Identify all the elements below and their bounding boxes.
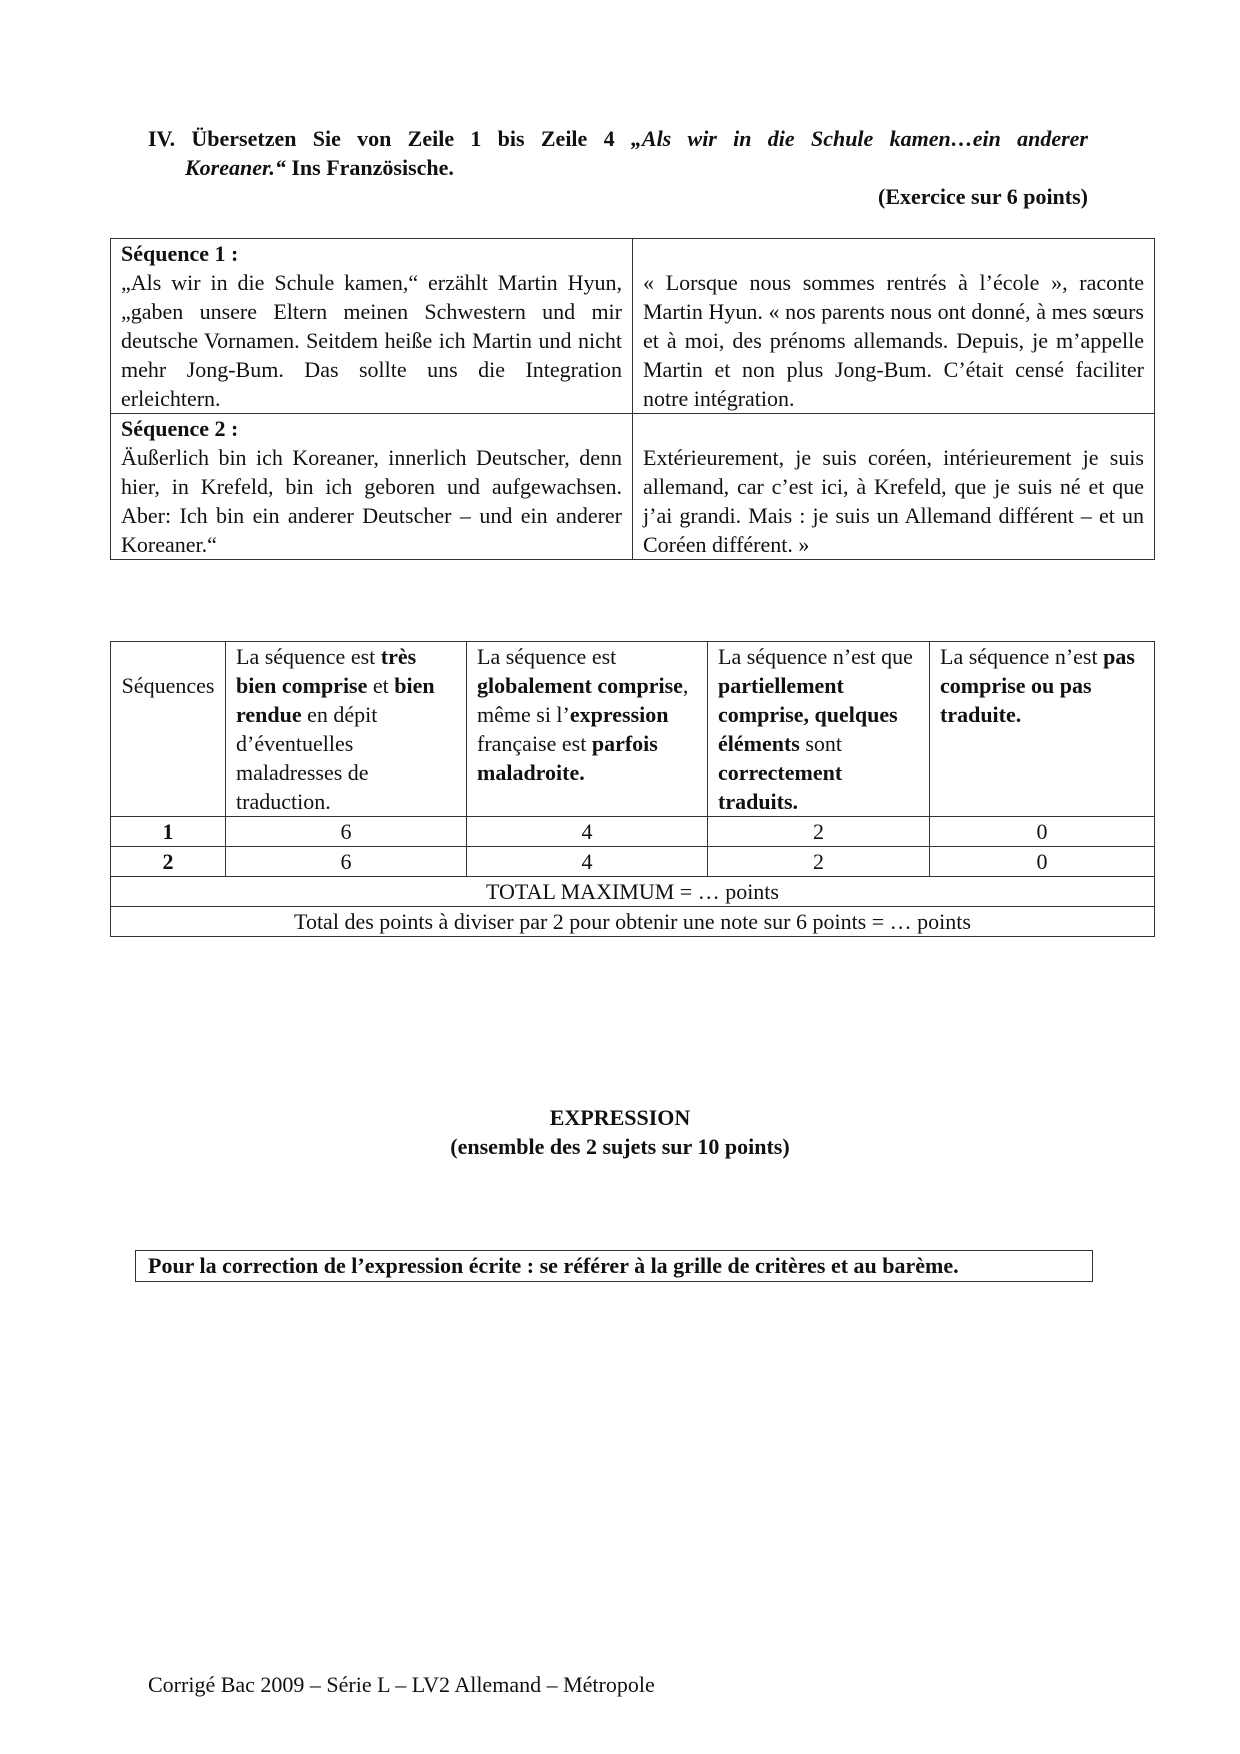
criteria-text: française est xyxy=(477,731,592,756)
french-cell xyxy=(633,239,1155,414)
translation-table xyxy=(110,238,1155,560)
table-row xyxy=(111,414,1155,560)
criteria-emphasis: partiellement comprise, quelques éléments xyxy=(718,673,898,756)
score-row xyxy=(111,847,1155,877)
criteria-text: La séquence n’est que xyxy=(718,644,913,669)
sequence-label: Séquence 1 : xyxy=(121,241,239,266)
total-note-row xyxy=(111,907,1155,937)
criteria-text: La séquence n’est xyxy=(940,644,1104,669)
french-cell xyxy=(633,414,1155,560)
heading-suffix: Ins Französische. xyxy=(285,155,454,180)
score-cell: 0 xyxy=(930,817,1155,847)
french-text: « Lorsque nous sommes rentrés à l’école », raconte Martin Hyun. « nos parents nous ont donné, à mes sœurs et à moi, des prénoms allemands. Depuis, je m’appelle Martin et non plus Jong-Bum. C’était censé faciliter notre intégration. xyxy=(643,270,1144,411)
table-row xyxy=(111,239,1155,414)
score-cell: 4 xyxy=(467,847,708,877)
criteria-text: , même si l’ xyxy=(477,673,689,727)
criteria-emphasis: bien rendue xyxy=(236,673,435,727)
criteria-emphasis: très bien comprise xyxy=(236,644,417,698)
sequence-number: 1 xyxy=(111,817,226,847)
german-cell xyxy=(111,239,633,414)
criteria-emphasis: parfois maladroite. xyxy=(477,731,658,785)
score-cell: 2 xyxy=(708,817,930,847)
german-cell xyxy=(111,414,633,560)
exercise-points: (Exercice sur 6 points) xyxy=(878,184,1088,209)
criteria-cell xyxy=(467,642,708,817)
heading-prefix: IV. Übersetzen Sie von Zeile 1 bis Zeile 4 xyxy=(148,126,631,151)
criteria-emphasis: globalement comprise xyxy=(477,673,683,698)
criteria-cell xyxy=(708,642,930,817)
expression-title: EXPRESSION xyxy=(549,1105,691,1130)
criteria-cell xyxy=(930,642,1155,817)
german-text: Äußerlich bin ich Koreaner, innerlich Deutscher, denn hier, in Krefeld, bin ich geboren und aufgewachsen. Aber: Ich bin ein anderer Deutscher – und ein anderer Koreaner.“ xyxy=(121,445,622,557)
exercise-heading xyxy=(148,124,1088,153)
criteria-cell xyxy=(226,642,467,817)
total-row xyxy=(111,877,1155,907)
exercise-heading-line2 xyxy=(185,153,454,182)
score-cell: 0 xyxy=(930,847,1155,877)
criteria-text: en dépit d’éventuelles maladresses de traduction. xyxy=(236,702,378,814)
grid-header-row xyxy=(111,642,1155,817)
score-cell: 6 xyxy=(226,847,467,877)
sequence-number: 2 xyxy=(111,847,226,877)
score-cell: 4 xyxy=(467,817,708,847)
criteria-text: sont xyxy=(799,731,843,756)
page-footer: Corrigé Bac 2009 – Série L – LV2 Allemand – Métropole xyxy=(148,1672,655,1697)
criteria-text: La séquence est xyxy=(477,644,617,669)
german-text: „Als wir in die Schule kamen,“ erzählt Martin Hyun, „gaben unsere Eltern meinen Schwestern und mir deutsche Vornamen. Seitdem heiße ich Martin und nicht mehr Jong-Bum. Das sollte uns die Integration erleichtern. xyxy=(121,270,622,411)
grading-grid xyxy=(110,641,1155,937)
total-note: Total des points à diviser par 2 pour obtenir une note sur 6 points = … points xyxy=(111,907,1155,937)
row-header-cell: Séquences xyxy=(111,642,226,817)
criteria-text: La séquence est xyxy=(236,644,381,669)
criteria-text: et xyxy=(367,673,395,698)
expression-subtitle: (ensemble des 2 sujets sur 10 points) xyxy=(450,1134,790,1159)
sequence-label: Séquence 2 : xyxy=(121,416,239,441)
score-cell: 6 xyxy=(226,817,467,847)
heading-quote-end: Koreaner.“ xyxy=(185,155,286,180)
heading-quote: „Als wir in die Schule kamen…ein anderer xyxy=(630,126,1088,151)
total-maximum: TOTAL MAXIMUM = … points xyxy=(111,877,1155,907)
criteria-emphasis: expression xyxy=(569,702,669,727)
criteria-emphasis: pas comprise ou pas traduite. xyxy=(940,644,1135,727)
score-cell: 2 xyxy=(708,847,930,877)
french-text: Extérieurement, je suis coréen, intérieurement je suis allemand, car c’est ici, à Krefeld, que je suis né et que j’ai grandi. Mais : je suis un Allemand différent – et un Coréen différent. » xyxy=(643,445,1144,557)
correction-note: Pour la correction de l’expression écrite : se référer à la grille de critères et au barème. xyxy=(135,1250,1093,1282)
score-row xyxy=(111,817,1155,847)
criteria-emphasis: correctement traduits. xyxy=(718,760,843,814)
